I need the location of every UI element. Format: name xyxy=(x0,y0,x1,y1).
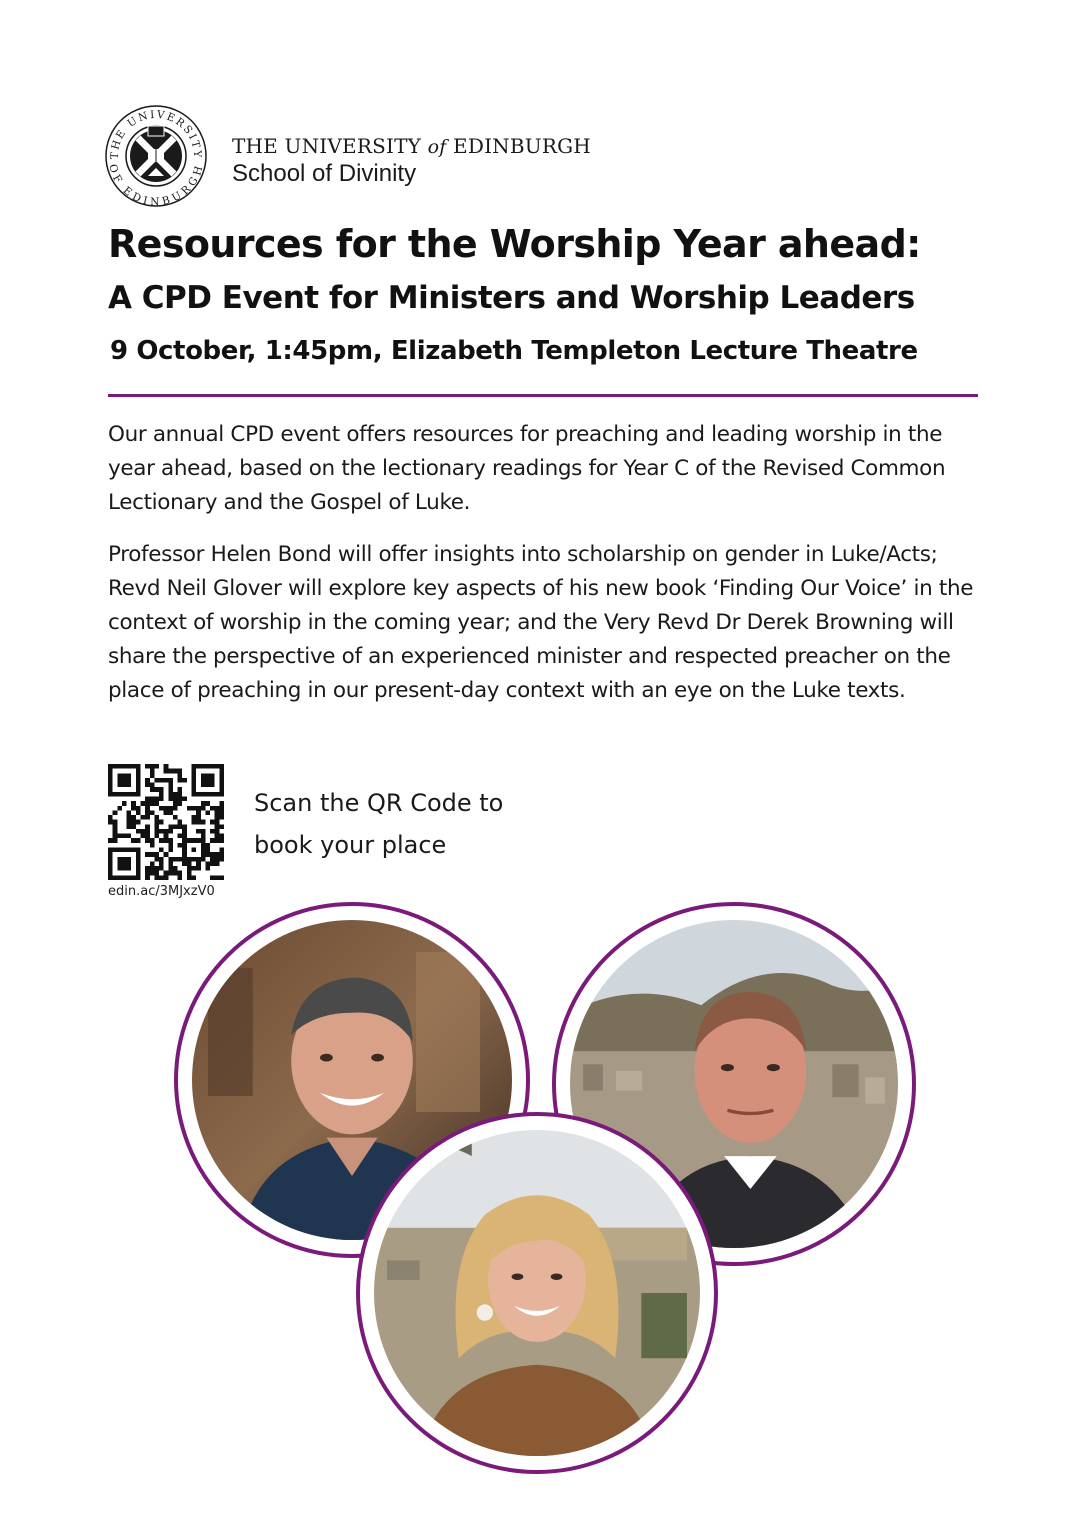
speakers-paragraph: Professor Helen Bond will offer insights into scholarship on gender in Luke/Acts; Revd Neil Glover will explore key aspects of his new book ‘Finding Our Voice’ in the context of worship in the coming year; and the Very Revd Dr Derek Browning will share the perspective of an experienced minister and respected preacher on the place of preaching in our present-day context with an eye on the Luke texts. xyxy=(108,542,974,703)
event-title: Resources for the Worship Year ahead: xyxy=(108,222,921,266)
university-prefix: THE UNIVERSITY xyxy=(232,134,422,158)
divider xyxy=(108,394,978,397)
seal-bottom-text: OF EDINBURGH xyxy=(106,162,206,208)
university-of: of xyxy=(427,136,447,158)
university-suffix: EDINBURGH xyxy=(453,134,591,158)
header xyxy=(104,104,664,212)
event-subtitle: A CPD Event for Ministers and Worship Leaders xyxy=(108,280,915,316)
speaker-photo-3 xyxy=(356,1112,718,1474)
booking-url[interactable]: edin.ac/3MJxzV0 xyxy=(108,884,215,899)
cta-line-2: book your place xyxy=(254,831,447,859)
event-date-venue: 9 October, 1:45pm, Elizabeth Templeton Lecture Theatre xyxy=(110,336,918,366)
seal-top-text: THE UNIVERSITY xyxy=(108,108,204,160)
university-name xyxy=(232,134,591,158)
university-seal-icon xyxy=(104,104,208,208)
booking-call-to-action xyxy=(254,782,503,866)
school-name: School of Divinity xyxy=(232,160,417,187)
intro-paragraph: Our annual CPD event offers resources for preaching and leading worship in the year ahead, based on the lectionary readings for Year C of the Revised Common Lectionary and the Gospel of Luke. xyxy=(108,422,946,515)
cta-line-1: Scan the QR Code to xyxy=(254,789,504,817)
qr-code-icon[interactable] xyxy=(108,764,224,880)
